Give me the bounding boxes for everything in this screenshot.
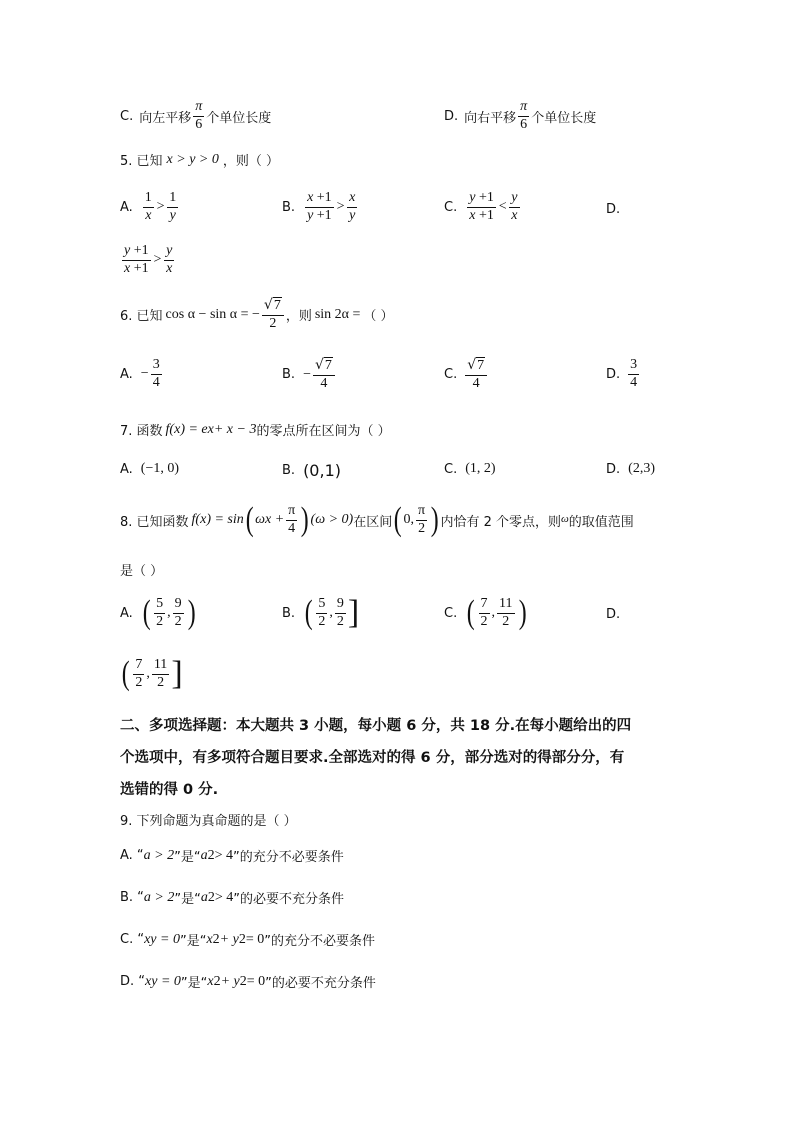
q7-option-b[interactable]: B. (0,1) bbox=[282, 461, 341, 480]
q4-option-c[interactable] bbox=[120, 100, 271, 132]
fraction: $\frac{\pi}{6}$ bbox=[520, 99, 528, 132]
q5-stem: 5. 已知 x > y > 0 ，则（ ） bbox=[120, 151, 280, 169]
q5-option-b[interactable]: B. $\frac{x +1}{y +1}$ > $\frac{x}{y}$ bbox=[282, 190, 356, 223]
q4-option-d[interactable] bbox=[444, 100, 596, 132]
q8-option-d-expr: ( $\frac{7}{2}$ , $\frac{11}{2}$ ] bbox=[121, 655, 183, 692]
option-text: 个单位长度 bbox=[206, 110, 272, 126]
q8-stem-line2: 是（ ） bbox=[120, 564, 164, 579]
math: x > y > 0 bbox=[166, 151, 219, 167]
q6-option-b[interactable]: B. − $\frac{√7}{4}$ bbox=[282, 358, 337, 391]
q7-option-a[interactable]: A. (−1, 0) bbox=[120, 461, 180, 477]
q8-option-a[interactable]: A. ( $\frac{5}{2}$ , $\frac{9}{2}$ ) bbox=[120, 594, 196, 631]
q5-option-d[interactable]: D. bbox=[606, 202, 621, 217]
q9-option-b[interactable]: B. “ a > 2 ”是“ a 2 > 4 ”的必要不充分条件 bbox=[120, 889, 345, 907]
q9-option-a[interactable]: A. “ a > 2 ”是“ a 2 > 4 ”的充分不必要条件 bbox=[120, 847, 344, 865]
q5-option-a[interactable]: A. $\frac{1}{x}$ > $\frac{1}{y}$ bbox=[120, 190, 177, 223]
q5-option-c[interactable]: C. $\frac{y +1}{x +1}$ < $\frac{y}{x}$ bbox=[444, 190, 518, 223]
q9-option-d[interactable]: D. “ xy = 0 ”是“ x 2 + y 2 = 0 ”的必要不充分条件 bbox=[120, 973, 376, 991]
q8-option-c[interactable]: C. ( $\frac{7}{2}$ , $\frac{11}{2}$ ) bbox=[444, 594, 527, 631]
section-heading-line1: 二、多项选择题：本大题共 3 小题，每小题 6 分，共 18 分.在每小题给出的四 bbox=[120, 718, 632, 734]
option-label: D. bbox=[444, 108, 459, 124]
q9-option-c[interactable]: C. “ xy = 0 ”是“ x 2 + y 2 = 0 ”的充分不必要条件 bbox=[120, 931, 375, 949]
option-text: 向左平移 bbox=[139, 110, 192, 126]
q6-option-c[interactable]: C. $\frac{√7}{4}$ bbox=[444, 358, 489, 391]
q7-stem: 7. 函数 f(x) = e x + x − 3 的零点所在区间为（ ） bbox=[120, 421, 391, 439]
option-text: 向右平移 bbox=[464, 110, 517, 126]
q6-stem: 6. 已知 cos α − sin α = − $\frac{√7}{2}$ ，则 sin 2α = （ ） bbox=[120, 297, 394, 331]
q6-option-d[interactable]: D. $\frac{3}{4}$ bbox=[606, 357, 638, 390]
q8-option-d[interactable]: D. bbox=[606, 607, 621, 622]
section-heading-line3: 选错的得 0 分. bbox=[120, 782, 219, 798]
section-heading-line2: 个选项中，有多项符合题目要求.全部选对的得 6 分，部分选对的得部分分，有 bbox=[120, 750, 625, 766]
q6-option-a[interactable]: A. − $\frac{3}{4}$ bbox=[120, 357, 160, 390]
q7-option-c[interactable]: C. (1, 2) bbox=[444, 461, 496, 477]
q9-stem: 9. 下列命题为真命题的是（ ） bbox=[120, 814, 297, 829]
q5-option-d-expr: $\frac{y +1}{x +1}$ > $\frac{y}{x}$ bbox=[124, 243, 173, 276]
q8-stem: 8. 已知函数 f(x) = sin ( ωx + $\frac{\pi}{4}$ ) (ω > 0) 在区间 ( 0, $\frac{\pi}{2}$ ) 内恰有 2 个零点，则 ω 的取值范围 bbox=[120, 501, 634, 538]
option-label: C. bbox=[120, 108, 134, 124]
option-text: 个单位长度 bbox=[531, 110, 597, 126]
q8-option-b[interactable]: B. ( $\frac{5}{2}$ , $\frac{9}{2}$ ] bbox=[282, 594, 360, 631]
fraction: $\frac{\pi}{6}$ bbox=[195, 99, 203, 132]
q7-option-d[interactable]: D. (2,3) bbox=[606, 461, 655, 477]
